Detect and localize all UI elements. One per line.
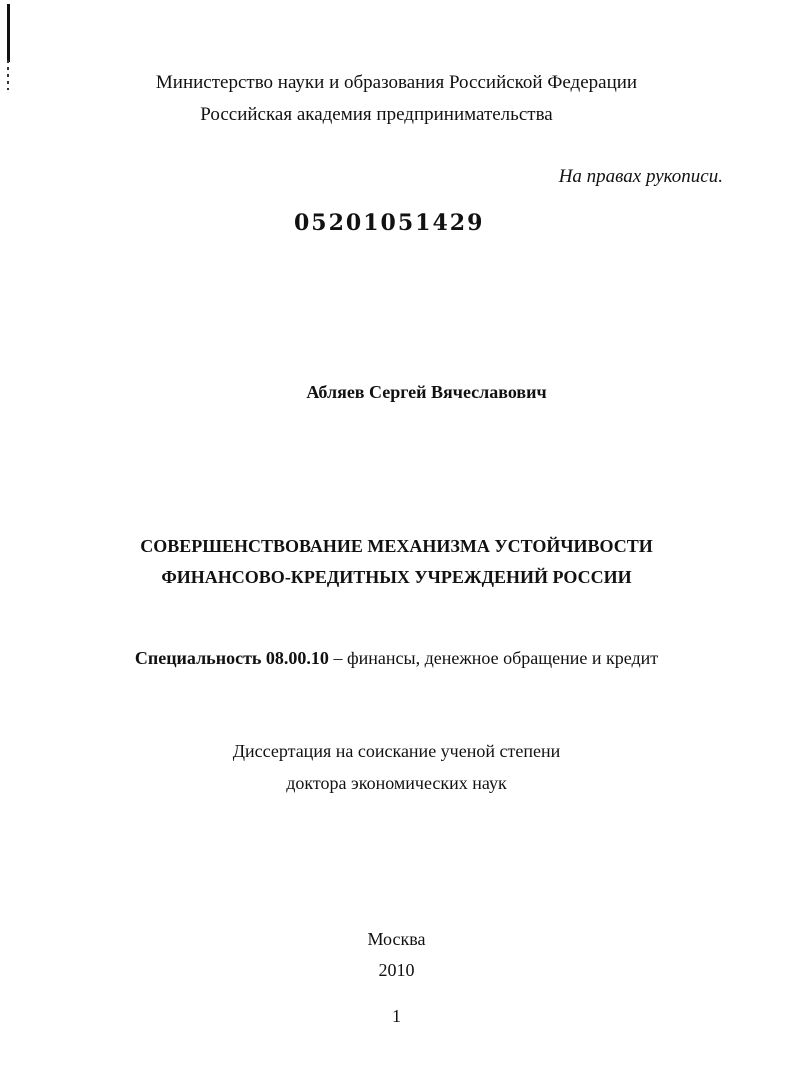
specialty — [0, 648, 793, 669]
academy-heading: Российская академия предпринимательства — [200, 104, 553, 125]
author-name: Абляев Сергей Вячеславович — [306, 382, 547, 402]
page-number: 1 — [392, 1006, 401, 1026]
scan-edge-mark — [7, 4, 10, 62]
dissertation-title-line-2: ФИНАНСОВО-КРЕДИТНЫХ УЧРЕЖДЕНИЙ РОССИИ — [161, 567, 632, 587]
dissertation-title-line-1: СОВЕРШЕНСТВОВАНИЕ МЕХАНИЗМА УСТОЙЧИВОСТИ — [140, 536, 653, 556]
ministry-heading: Министерство науки и образования Российской Федерации — [155, 72, 638, 93]
rights-notice: На правах рукописи. — [558, 166, 723, 187]
registration-code: 05201051429 — [294, 210, 485, 236]
degree-line-2: доктора экономических наук — [286, 773, 507, 793]
degree-line-1: Диссертация на соискание ученой степени — [232, 741, 561, 761]
specialty-description: – финансы, денежное обращение и кредит — [328, 648, 659, 668]
year: 2010 — [378, 960, 415, 980]
city: Москва — [367, 929, 426, 949]
specialty-code: Специальность 08.00.10 — [134, 648, 329, 668]
